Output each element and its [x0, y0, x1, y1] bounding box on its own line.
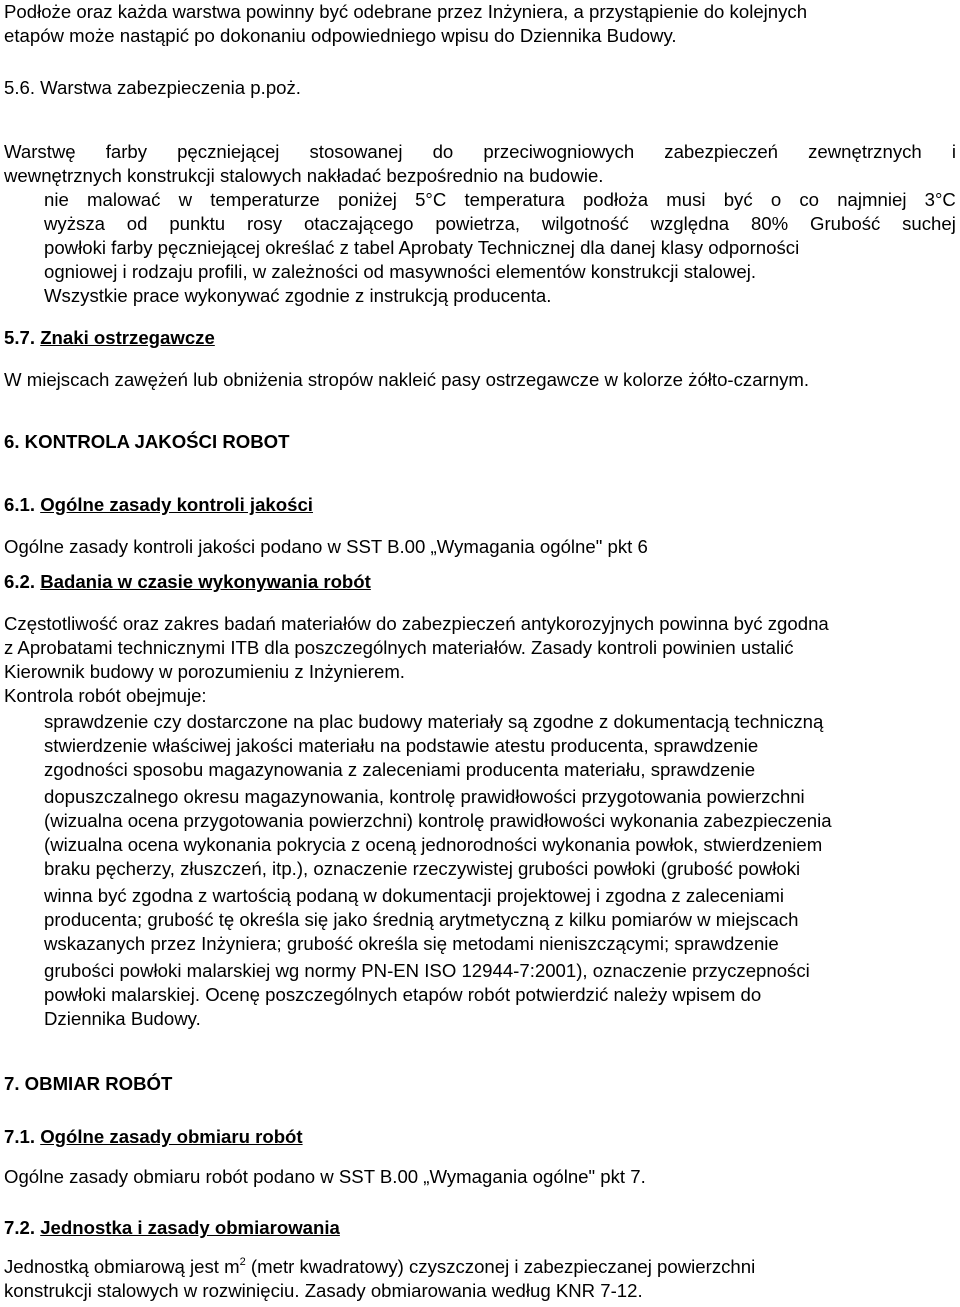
kontrola-label: Kontrola robót obejmuje:: [4, 685, 207, 706]
paragraph-line: [4, 1255, 755, 1279]
indented-line: Wszystkie prace wykonywać zgodnie z instrukcją producenta.: [44, 285, 552, 306]
section-title: Jednostka i zasady obmiarowania: [40, 1217, 340, 1238]
word: być: [723, 189, 753, 210]
section-number: 6.1.: [4, 494, 36, 515]
word: przeciwogniowych: [483, 141, 635, 162]
paragraph-line: Podłoże oraz każda warstwa powinny być odebrane przez Inżyniera, a przystąpienie do kolejnych: [4, 1, 808, 22]
word: i: [951, 141, 956, 162]
superscript: 2: [239, 1256, 246, 1268]
word: wilgotność: [541, 213, 629, 234]
section-heading-6-2: [4, 570, 371, 594]
text-fragment: Jednostką obmiarową jest m: [4, 1256, 240, 1277]
paragraph-line: wewnętrznych konstrukcji stalowych nakładać bezpośrednio na budowie.: [4, 165, 604, 186]
section-heading-5-7: [4, 326, 215, 350]
list-line: producenta; grubość tę określa się jako średnią arytmetyczną z kilku pomiarów w miejscach: [44, 909, 799, 930]
list-line: stwierdzenie właściwej jakości materiału na podstawie atestu producenta, sprawdzenie: [44, 735, 759, 756]
list-line: Dziennika Budowy.: [44, 1008, 201, 1029]
paragraph-line-justified: [4, 140, 956, 164]
indented-line-justified: [44, 212, 956, 236]
word: rosy: [246, 213, 283, 234]
word: farby: [105, 141, 148, 162]
word: 3°C: [924, 189, 956, 210]
list-line: sprawdzenie czy dostarczone na plac budowy materiały są zgodne z dokumentacją techniczną: [44, 711, 824, 732]
word: względna: [650, 213, 730, 234]
word: 80%: [750, 213, 789, 234]
word: najmniej: [837, 189, 907, 210]
list-line: (wizualna ocena przygotowania powierzchni) kontrolę prawidłowości wykonania zabezpieczenia: [44, 810, 832, 831]
chapter-heading-7: 7. OBMIAR ROBÓT: [4, 1073, 173, 1094]
indented-line-justified: [44, 188, 956, 212]
word: do: [432, 141, 454, 162]
section-title: Badania w czasie wykonywania robót: [40, 571, 371, 592]
section-number: 6.2.: [4, 571, 36, 592]
word: poniżej: [337, 189, 397, 210]
word: pęczniejącej: [177, 141, 280, 162]
word: stosowanej: [309, 141, 403, 162]
word: zabezpieczeń: [664, 141, 779, 162]
word: o: [770, 189, 782, 210]
list-line: grubości powłoki malarskiej wg normy PN-EN ISO 12944-7:2001), oznaczenie przyczepności: [44, 960, 810, 981]
section-heading-7-2: [4, 1216, 340, 1240]
section-number: 7.2.: [4, 1217, 36, 1238]
word: powietrza,: [435, 213, 521, 234]
list-line: winna być zgodna z wartością podaną w dokumentacji projektowej i zgodna z zaleceniami: [44, 885, 785, 906]
paragraph-line: W miejscach zawężeń lub obniżenia stropów nakleić pasy ostrzegawcze w kolorze żółto-czarnym.: [4, 369, 810, 390]
paragraph-line: etapów może nastąpić po dokonaniu odpowiedniego wpisu do Dziennika Budowy.: [4, 25, 677, 46]
word: od: [126, 213, 148, 234]
word: co: [799, 189, 820, 210]
word: podłoża: [582, 189, 649, 210]
word: suchej: [902, 213, 956, 234]
paragraph-line: Ogólne zasady kontroli jakości podano w SST B.00 „Wymagania ogólne" pkt 6: [4, 536, 648, 557]
word: temperaturze: [210, 189, 320, 210]
word: musi: [666, 189, 706, 210]
word: punktu: [169, 213, 226, 234]
paragraph-line: Częstotliwość oraz zakres badań materiałów do zabezpieczeń antykorozyjnych powinna być zgodna: [4, 613, 829, 634]
list-line: (wizualna ocena wykonania pokrycia z oceną jednorodności wykonania powłok, stwierdzeniem: [44, 834, 823, 855]
word: 5°C: [415, 189, 447, 210]
word: temperatura: [464, 189, 565, 210]
list-line: powłoki malarskiej. Ocenę poszczególnych etapów robót potwierdzić należy wpisem do: [44, 984, 762, 1005]
section-number: 5.7.: [4, 327, 36, 348]
list-line: wskazanych przez Inżyniera; grubość określa się metodami nieniszczącymi; sprawdzenie: [44, 933, 779, 954]
paragraph-line: z Aprobatami technicznymi ITB dla poszczególnych materiałów. Zasady kontroli powinien ustalić: [4, 637, 794, 658]
section-heading-6-1: [4, 493, 313, 517]
word: w: [178, 189, 193, 210]
section-title: Ogólne zasady kontroli jakości: [40, 494, 313, 515]
section-title: Znaki ostrzegawcze: [40, 327, 215, 348]
chapter-heading-6: 6. KONTROLA JAKOŚCI ROBOT: [4, 431, 290, 452]
section-heading-5-6: 5.6. Warstwa zabezpieczenia p.poż.: [4, 77, 301, 98]
word: Grubość: [810, 213, 881, 234]
indented-line: ogniowej i rodzaju profili, w zależności od masywności elementów konstrukcji stalowej.: [44, 261, 757, 282]
paragraph-line: konstrukcji stalowych w rozwinięciu. Zasady obmiarowania według KNR 7-12.: [4, 1280, 643, 1301]
indented-line: powłoki farby pęczniejącej określać z tabel Aprobaty Technicznej dla danej klasy odporności: [44, 237, 800, 258]
word: wyższa: [44, 213, 105, 234]
section-number: 7.1.: [4, 1126, 36, 1147]
list-line: dopuszczalnego okresu magazynowania, kontrolę prawidłowości przygotowania powierzchni: [44, 786, 805, 807]
list-line: braku pęcherzy, złuszczeń, itp.), oznaczenie rzeczywistej grubości powłoki (grubość powłoki: [44, 858, 801, 879]
paragraph-line: Kierownik budowy w porozumieniu z Inżynierem.: [4, 661, 405, 682]
word: malować: [87, 189, 161, 210]
word: zewnętrznych: [808, 141, 922, 162]
list-line: zgodności sposobu magazynowania z zaleceniami producenta materiału, sprawdzenie: [44, 759, 756, 780]
paragraph-line: Ogólne zasady obmiaru robót podano w SST B.00 „Wymagania ogólne" pkt 7.: [4, 1166, 646, 1187]
word: otaczającego: [303, 213, 414, 234]
word: Warstwę: [4, 141, 76, 162]
section-title: Ogólne zasady obmiaru robót: [40, 1126, 303, 1147]
section-heading-7-1: [4, 1125, 303, 1149]
word: nie: [44, 189, 69, 210]
text-fragment: (metr kwadratowy) czyszczonej i zabezpieczanej powierzchni: [245, 1256, 756, 1277]
